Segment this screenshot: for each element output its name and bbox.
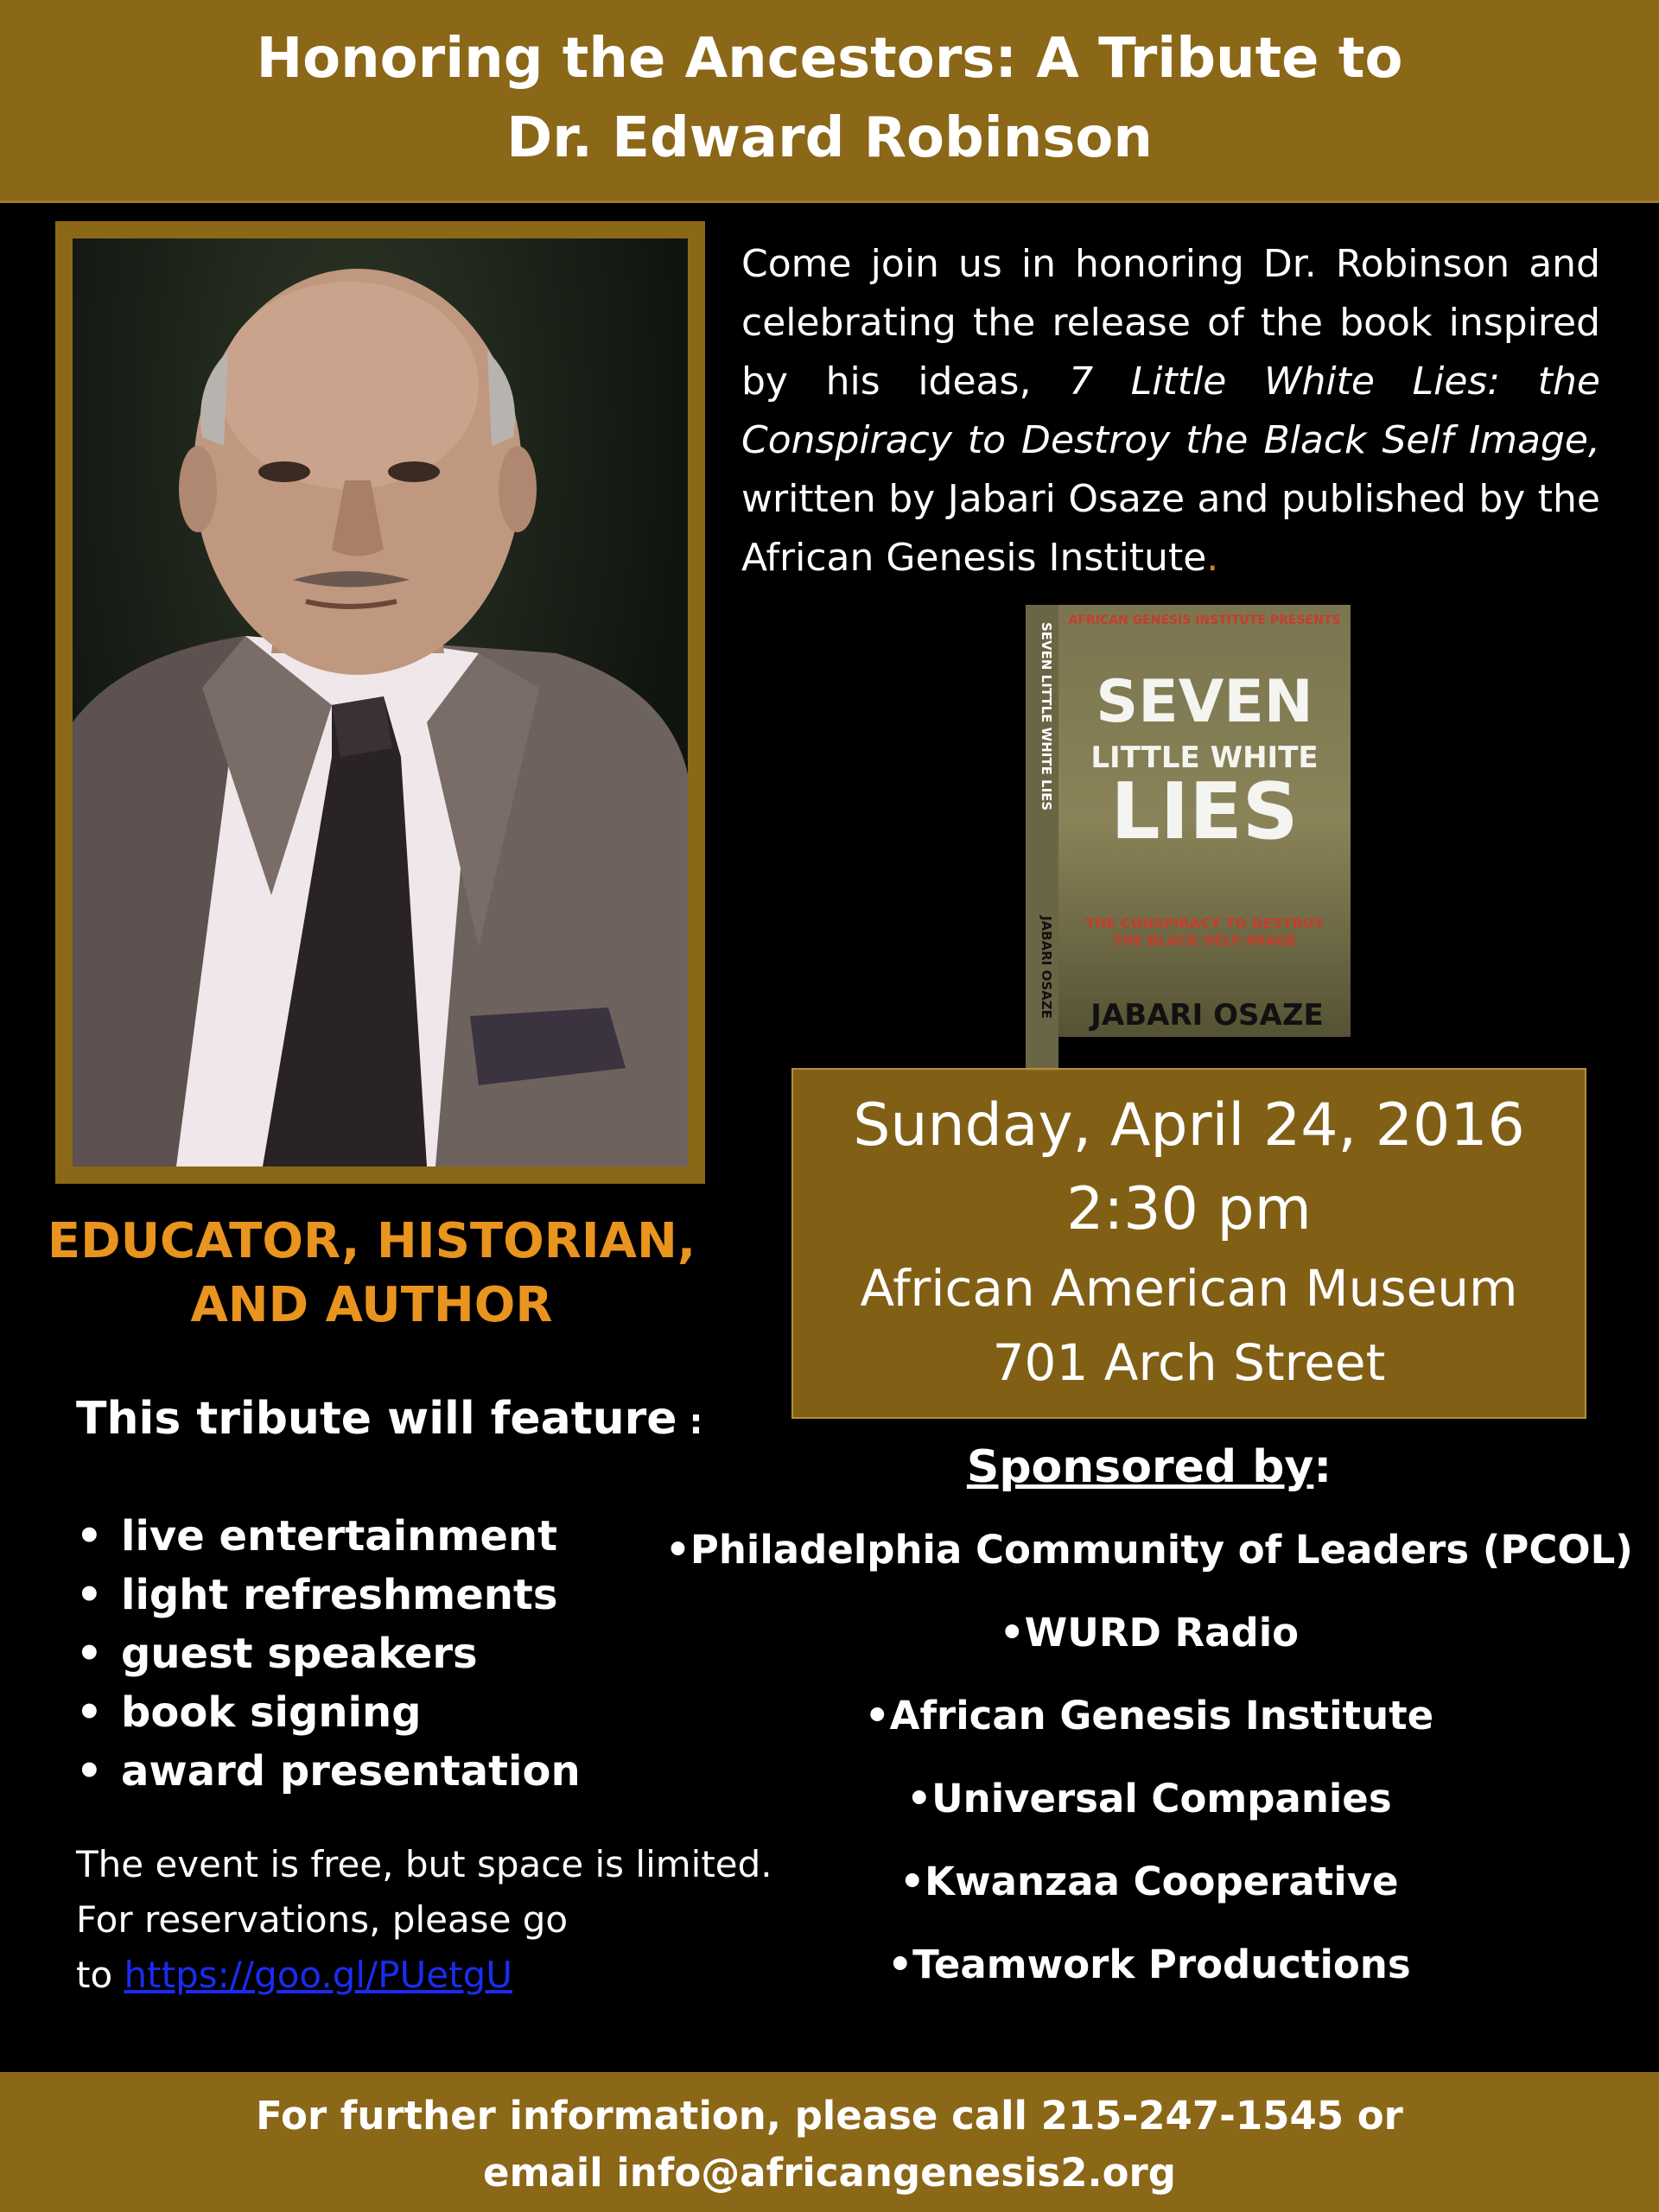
sponsor-item: •Philadelphia Community of Leaders (PCOL) xyxy=(665,1527,1633,1573)
event-details-box xyxy=(791,1068,1586,1419)
book-subtitle-1: THE CONSPIRACY TO DESTROY xyxy=(1084,915,1325,931)
sponsor-item: •Universal Companies xyxy=(906,1776,1392,1821)
features-heading xyxy=(76,1393,702,1445)
sponsor-item: •Teamwork Productions xyxy=(887,1942,1411,1987)
sponsors-heading-text: Sponsored by xyxy=(966,1441,1314,1493)
reservation-line-1: The event is free, but space is limited. xyxy=(76,1843,772,1885)
list-item: • guest speakers xyxy=(76,1624,581,1683)
intro-text-part-1: Come join us in honoring Dr. Robinson and celebrating the release of the book inspired by his ideas, xyxy=(741,242,1600,404)
sponsor-item: •Kwanzaa Cooperative xyxy=(899,1859,1399,1904)
sponsors-heading xyxy=(657,1434,1642,1500)
reservation-link[interactable]: https://goo.gl/PUetgU xyxy=(124,1954,512,1996)
tagline-line-2: AND AUTHOR xyxy=(190,1277,553,1333)
reservation-prefix: to xyxy=(76,1954,124,1996)
list-item: • live entertainment xyxy=(76,1507,581,1566)
footer-line-1: For further information, please call 215-247-1545 or xyxy=(256,2093,1403,2139)
book-title-text: 7 Little White Lies: the Conspiracy to Destroy the Black Self Image, xyxy=(741,359,1601,462)
event-venue: African American Museum xyxy=(860,1259,1518,1318)
book-title-word-2: LITTLE WHITE xyxy=(1090,741,1319,775)
page-title-line-1: Honoring the Ancestors: A Tribute to xyxy=(256,27,1403,91)
sponsor-item: •African Genesis Institute xyxy=(864,1693,1434,1738)
footer-line-2: email info@africangenesis2.org xyxy=(483,2150,1176,2196)
book-author: JABARI OSAZE xyxy=(1090,998,1324,1033)
header-banner xyxy=(0,0,1659,203)
list-item: • award presentation xyxy=(76,1742,581,1801)
list-item: • book signing xyxy=(76,1683,581,1742)
reservation-line-2: For reservations, please go xyxy=(76,1898,569,1941)
book-spine-author: JABARI OSAZE xyxy=(1039,916,1054,1019)
portrait-photo xyxy=(73,238,688,1166)
tagline xyxy=(35,1210,709,1338)
book-subtitle-2: THE BLACK SELF-IMAGE xyxy=(1112,932,1297,949)
portrait-illustration xyxy=(73,238,688,1166)
sponsors-section xyxy=(657,1434,1642,2006)
features-heading-colon: : xyxy=(677,1402,703,1442)
book-spine-title: SEVEN LITTLE WHITE LIES xyxy=(1039,622,1054,811)
footer-banner xyxy=(0,2072,1659,2212)
intro-end-mark: . xyxy=(1206,536,1219,580)
page-title-line-2: Dr. Edward Robinson xyxy=(506,106,1153,170)
event-time: 2:30 pm xyxy=(1066,1175,1312,1243)
intro-paragraph xyxy=(741,235,1600,588)
book-title-word-3: LIES xyxy=(1110,766,1299,857)
book-presents: AFRICAN GENESIS INSTITUTE PRESENTS xyxy=(1068,613,1341,627)
event-date: Sunday, April 24, 2016 xyxy=(853,1091,1525,1160)
features-list xyxy=(76,1507,581,1801)
book-title-word-1: SEVEN xyxy=(1096,668,1313,736)
tagline-line-1: EDUCATOR, HISTORIAN, xyxy=(47,1213,696,1269)
list-item: • light refreshments xyxy=(76,1566,581,1624)
sponsors-heading-colon: : xyxy=(1313,1441,1332,1493)
portrait-frame xyxy=(55,221,705,1184)
intro-text-part-2: written by Jabari Osaze and published by the African Genesis Institute xyxy=(741,477,1600,580)
event-address: 701 Arch Street xyxy=(992,1333,1386,1392)
book-cover-image xyxy=(1026,605,1351,1089)
sponsor-item: •WURD Radio xyxy=(999,1610,1300,1656)
features-heading-text: This tribute will feature xyxy=(76,1393,677,1445)
